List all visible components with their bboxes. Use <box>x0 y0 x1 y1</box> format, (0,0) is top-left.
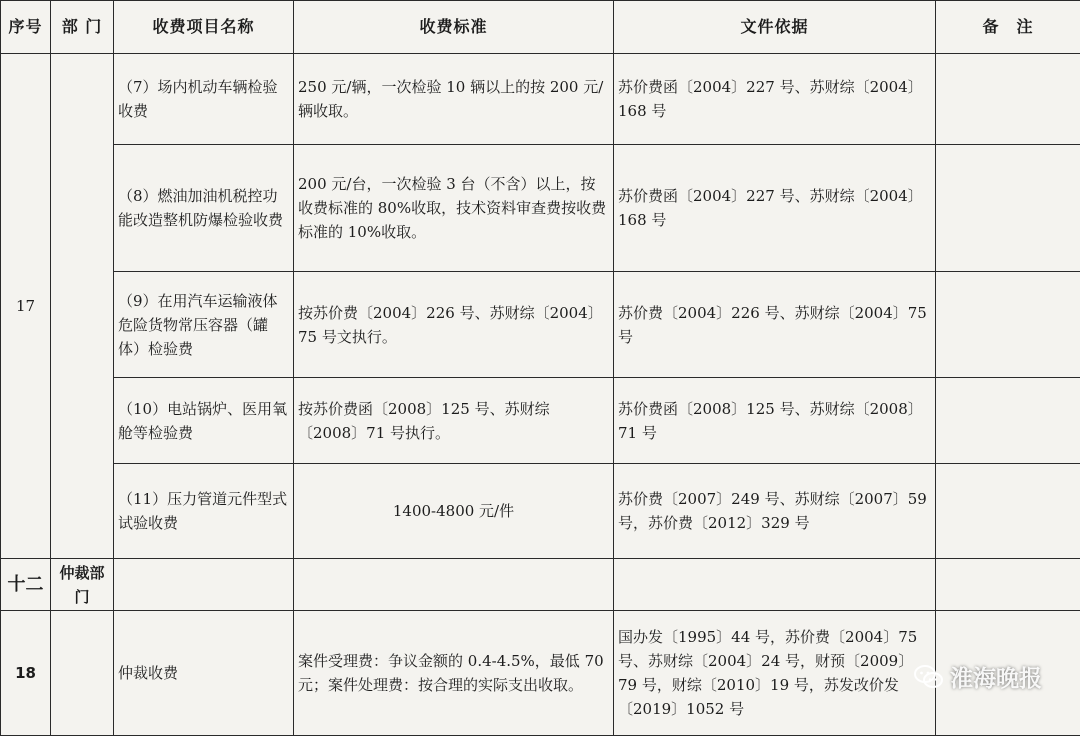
file-basis: 国办发〔1995〕44 号，苏价费〔2004〕75 号、苏财综〔2004〕24 号，财预〔2009〕79 号，财综〔2010〕19 号，苏发改价发〔2019〕1052 号 <box>614 611 936 736</box>
note-cell <box>936 272 1080 378</box>
header-item: 收费项目名称 <box>114 1 294 54</box>
section-row <box>1 559 1080 611</box>
note-cell <box>936 464 1080 559</box>
watermark-text: 淮海晚报 <box>950 660 1042 693</box>
header-row <box>1 1 1080 54</box>
header-no: 序号 <box>1 1 51 54</box>
watermark <box>914 660 1042 693</box>
item-name: （10）电站锅炉、医用氧舱等检验费 <box>114 378 294 464</box>
note-cell <box>936 54 1080 145</box>
item-name: （11）压力管道元件型式试验收费 <box>114 464 294 559</box>
row-number: 18 <box>1 611 51 736</box>
file-basis: 苏价费函〔2004〕227 号、苏财综〔2004〕168 号 <box>614 145 936 272</box>
table-row <box>1 464 1080 559</box>
item-name: （9）在用汽车运输液体危险货物常压容器（罐体）检验费 <box>114 272 294 378</box>
fee-standard: 200 元/台，一次检验 3 台（不含）以上，按收费标准的 80%收取，技术资料审查费按收费标准的 10%收取。 <box>294 145 614 272</box>
row-number: 17 <box>1 54 51 559</box>
note-cell <box>936 378 1080 464</box>
fee-standard: 按苏价费函〔2008〕125 号、苏财综〔2008〕71 号执行。 <box>294 378 614 464</box>
department-cell <box>51 611 114 736</box>
fee-standard: 案件受理费：争议金额的 0.4-4.5%，最低 70 元；案件处理费：按合理的实际支出收取。 <box>294 611 614 736</box>
empty-cell <box>294 559 614 611</box>
item-name: （7）场内机动车辆检验收费 <box>114 54 294 145</box>
fee-standard: 1400-4800 元/件 <box>294 464 614 559</box>
table-row <box>1 378 1080 464</box>
header-dept: 部 门 <box>51 1 114 54</box>
table-row <box>1 145 1080 272</box>
file-basis: 苏价费〔2007〕249 号、苏财综〔2007〕59 号，苏价费〔2012〕329 号 <box>614 464 936 559</box>
fee-standard: 按苏价费〔2004〕226 号、苏财综〔2004〕75 号文执行。 <box>294 272 614 378</box>
file-basis: 苏价费函〔2004〕227 号、苏财综〔2004〕168 号 <box>614 54 936 145</box>
header-note: 备 注 <box>936 1 1080 54</box>
file-basis: 苏价费〔2004〕226 号、苏财综〔2004〕75 号 <box>614 272 936 378</box>
table-row <box>1 272 1080 378</box>
empty-cell <box>114 559 294 611</box>
file-basis: 苏价费函〔2008〕125 号、苏财综〔2008〕71 号 <box>614 378 936 464</box>
wechat-icon <box>914 664 944 690</box>
header-standard: 收费标准 <box>294 1 614 54</box>
empty-cell <box>936 559 1080 611</box>
item-name: 仲裁收费 <box>114 611 294 736</box>
section-department: 仲裁部门 <box>51 559 114 611</box>
empty-cell <box>614 559 936 611</box>
table-row <box>1 54 1080 145</box>
fee-standard: 250 元/辆，一次检验 10 辆以上的按 200 元/辆收取。 <box>294 54 614 145</box>
note-cell <box>936 145 1080 272</box>
item-name: （8）燃油加油机税控功能改造整机防爆检验收费 <box>114 145 294 272</box>
department-cell <box>51 54 114 559</box>
section-number: 十二 <box>1 559 51 611</box>
header-basis: 文件依据 <box>614 1 936 54</box>
